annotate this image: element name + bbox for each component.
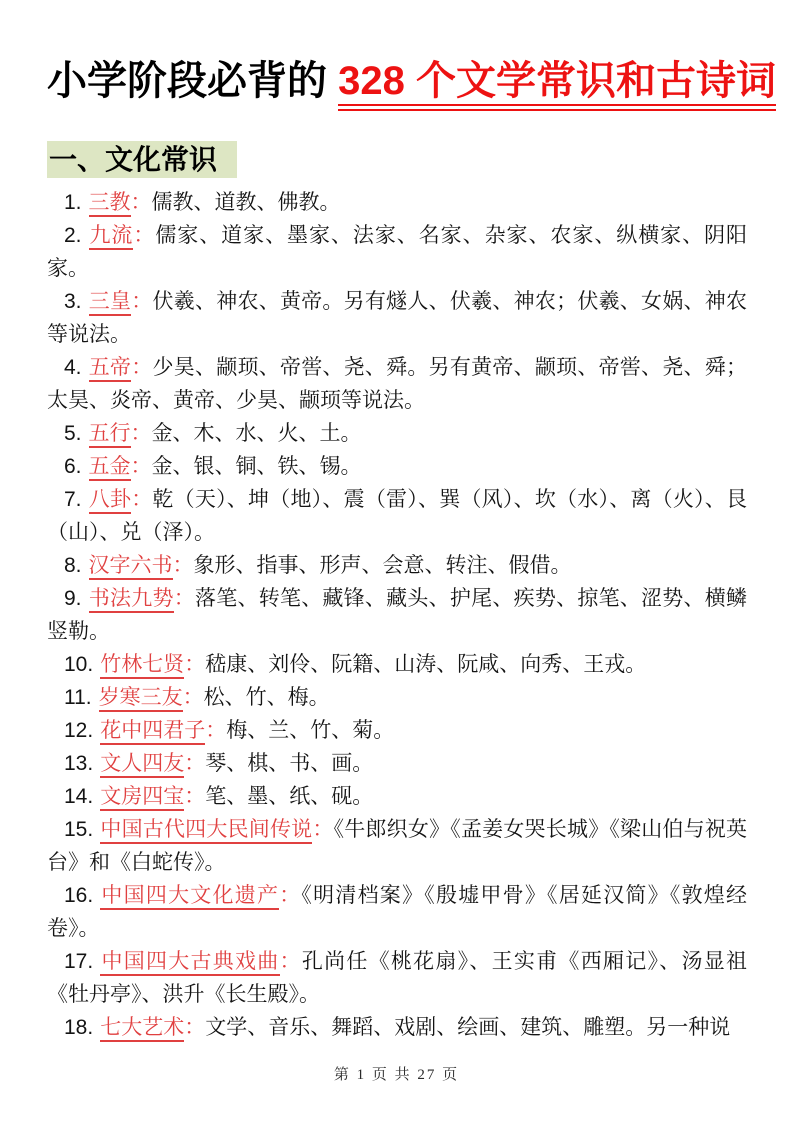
list-item [47,483,747,549]
item-colon: ： [182,686,204,710]
item-colon: ： [205,719,227,743]
page-footer: 第 1 页 共 27 页 [333,1067,460,1083]
item-number: 16. [64,884,94,908]
item-colon: ： [184,752,206,776]
section-heading [47,142,747,178]
item-term: 竹林七贤 [100,653,184,679]
list-item [47,450,747,483]
item-number: 5. [64,422,82,446]
page-title [47,56,776,106]
item-colon: ： [172,554,194,578]
item-text: 金、银、铜、铁、锡。 [151,455,362,479]
item-colon: ： [279,884,302,908]
item-number: 6. [64,455,82,479]
item-term: 九流 [89,224,134,250]
items-list [47,186,747,1044]
list-item [47,681,747,714]
item-number: 9. [64,587,82,611]
item-term: 汉字六书 [89,554,173,580]
item-text: 落笔、转笔、藏锋、藏头、护尾、疾势、掠笔、涩势、横鳞竖勒。 [47,587,748,644]
item-text: 琴、棋、书、画。 [205,752,374,776]
item-text: 乾（天）、坤（地）、震（雷）、巽（风）、坎（水）、离（火）、艮（山）、兑（泽）。 [47,488,748,545]
item-colon: ： [184,785,206,809]
item-number: 13. [64,752,94,776]
item-number: 12. [64,719,94,743]
list-item [47,351,747,417]
item-number: 10. [64,653,94,677]
item-term: 八卦 [89,488,132,514]
page-content [47,0,776,1044]
page-title-red-part: 328 个文学常识和古诗词 [338,59,776,111]
item-text: 孔尚任《桃花扇》、王实甫《西厢记》、汤显祖《牡丹亭》、洪升《长生殿》。 [47,950,748,1007]
section-heading-highlight: 一、文化常识 [47,141,237,178]
item-number: 2. [64,224,82,248]
item-term: 书法九势 [89,587,174,613]
item-colon: ： [130,422,152,446]
item-text: 松、竹、梅。 [203,686,330,710]
item-term: 文人四友 [100,752,184,778]
list-item [47,582,747,648]
list-item [47,945,747,1011]
item-term: 三教 [89,191,131,217]
item-text: 嵇康、刘伶、阮籍、山涛、阮咸、向秀、王戎。 [205,653,647,677]
item-text: 儒家、道家、墨家、法家、名家、杂家、农家、纵横家、阴阳家。 [47,224,748,281]
item-number: 3. [64,290,82,314]
item-number: 15. [64,818,94,842]
item-term: 花中四君子 [100,719,205,745]
list-item [47,285,747,351]
item-colon: ： [131,356,153,380]
item-term: 文房四宝 [100,785,184,811]
list-item [47,780,747,813]
list-item [47,549,747,582]
item-text: 《牛郎织女》《孟姜女哭长城》《梁山伯与祝英台》和《白蛇传》。 [47,818,748,875]
item-colon: ： [131,290,153,314]
item-text: 伏羲、神农、黄帝。另有燧人、伏羲、神农；伏羲、女娲、神农等说法。 [47,290,748,347]
item-colon: ： [279,950,302,974]
page-title-black-part: 小学阶段必背的 [47,59,339,103]
item-number: 7. [64,488,82,512]
item-term: 三皇 [89,290,132,316]
item-number: 11. [64,686,92,710]
item-number: 4. [64,356,82,380]
item-text: 金、木、水、火、土。 [151,422,362,446]
item-term: 岁寒三友 [99,686,183,712]
item-text: 文学、音乐、舞蹈、戏剧、绘画、建筑、雕塑。另一种说 [205,1016,731,1040]
item-number: 8. [64,554,82,578]
item-colon: ： [173,587,195,611]
item-colon: ： [133,224,156,248]
item-text: 《明清档案》《殷墟甲骨》《居延汉简》《敦煌经卷》。 [47,884,748,941]
item-text: 少昊、颛顼、帝喾、尧、舜。另有黄帝、颛顼、帝喾、尧、舜；太昊、炎帝、黄帝、少昊、颛顼等说法。 [47,356,748,413]
item-text: 儒教、道教、佛教。 [151,191,341,215]
item-term: 五行 [89,422,131,448]
list-item [47,648,747,681]
item-number: 18. [64,1016,94,1040]
item-term: 七大艺术 [100,1016,184,1042]
item-colon: ： [184,1016,206,1040]
item-colon: ： [131,488,153,512]
item-term: 中国四大文化遗产 [100,884,279,910]
list-item [47,714,747,747]
list-item [47,186,747,219]
list-item [47,879,747,945]
item-text: 象形、指事、形声、会意、转注、假借。 [193,554,572,578]
list-item [47,219,747,285]
list-item [47,417,747,450]
item-number: 14. [64,785,94,809]
item-colon: ： [130,191,152,215]
item-term: 五金 [89,455,131,481]
item-colon: ： [312,818,334,842]
list-item [47,813,747,879]
list-item [47,1011,747,1044]
item-number: 1. [64,191,82,215]
item-text: 梅、兰、竹、菊。 [226,719,395,743]
item-number: 17. [64,950,94,974]
list-item [47,747,747,780]
item-term: 中国四大古典戏曲 [100,950,279,976]
item-term: 五帝 [89,356,132,382]
item-colon: ： [130,455,152,479]
item-term: 中国古代四大民间传说 [100,818,312,844]
item-colon: ： [184,653,206,677]
item-text: 笔、墨、纸、砚。 [205,785,374,809]
